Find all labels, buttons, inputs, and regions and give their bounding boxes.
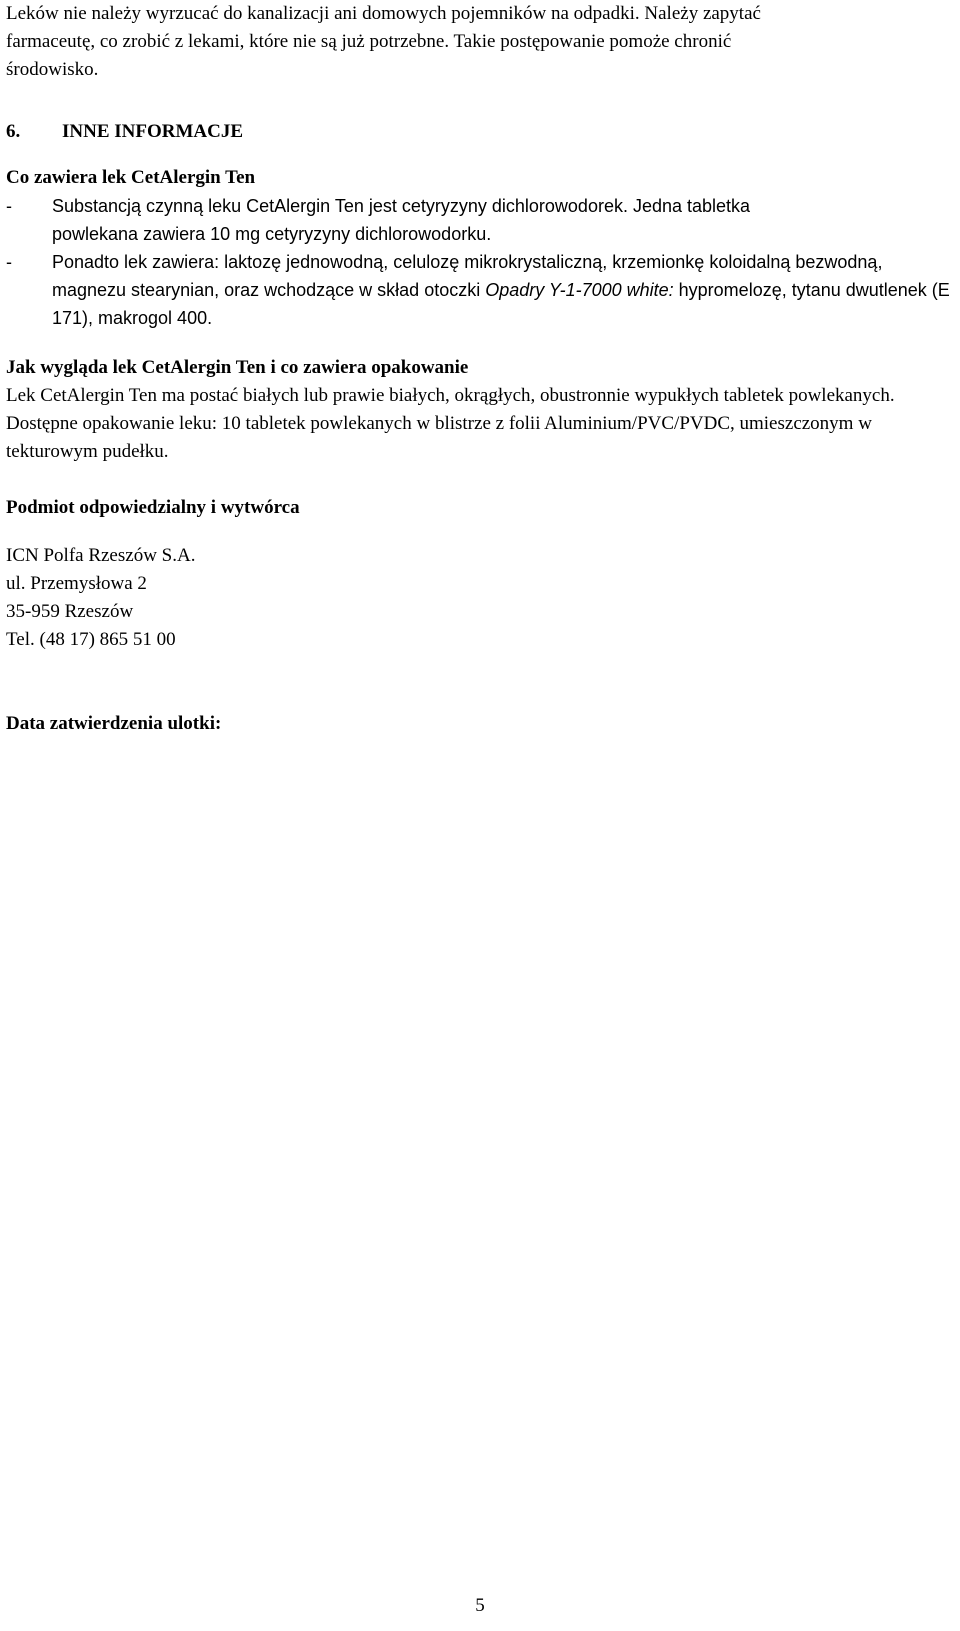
intro-line-1: Leków nie należy wyrzucać do kanalizacji ani domowych pojemników na odpadki. Należy zapytać <box>6 3 761 24</box>
manufacturer-city: 35-959 Rzeszów <box>6 601 134 622</box>
section-title: INNE INFORMACJE <box>62 121 244 142</box>
active-substance-line-1: Substancją czynną leku CetAlergin Ten jest cetyryzyny dichlorowodorek. Jedna tabletka <box>52 196 751 216</box>
appearance-description: Lek CetAlergin Ten ma postać białych lub prawie białych, okrągłych, obustronnie wypukłych tabletek powlekanych. <box>6 385 895 406</box>
pack-description: Dostępne opakowanie leku: 10 tabletek powlekanych w blistrze z folii Aluminium/PVC/PVDC, umieszczonym w tekturowym pudełku. <box>6 413 872 462</box>
coating-name: Opadry Y-1-7000 white: <box>485 280 674 300</box>
manufacturer-phone: Tel. (48 17) 865 51 00 <box>6 629 176 650</box>
manufacturer-name: ICN Polfa Rzeszów S.A. <box>6 545 196 566</box>
active-substance-item <box>6 192 956 248</box>
manufacturer-heading: Podmiot odpowiedzialny i wytwórca <box>6 497 300 518</box>
excipients-text <box>52 248 956 332</box>
manufacturer-street: ul. Przemysłowa 2 <box>6 573 147 594</box>
intro-line-3: środowisko. <box>6 59 99 80</box>
active-substance-text <box>52 192 956 248</box>
excipients-part-2: hypromelozę, tytanu dwutlenek (E 171), makrogol 400. <box>52 280 950 328</box>
active-substance-line-2: powlekana zawiera 10 mg cetyryzyny dichlorowodorku. <box>52 224 492 244</box>
section-6-heading <box>6 118 956 146</box>
contents-heading: Co zawiera lek CetAlergin Ten <box>6 167 256 188</box>
excipients-part-1: Ponadto lek zawiera: laktozę jednowodną, celulozę mikrokrystaliczną, krzemionkę koloidalną bezwodną, magnezu stearynian, oraz wchodzące w skład otoczki <box>52 252 883 300</box>
excipients-item <box>6 248 956 332</box>
section-number: 6. <box>6 121 21 142</box>
bullet-dash: - <box>6 252 12 272</box>
disposal-paragraph <box>6 0 956 84</box>
approval-date-label: Data zatwierdzenia ulotki: <box>6 713 222 734</box>
leaflet-page <box>6 0 956 738</box>
page-number: 5 <box>475 1595 485 1616</box>
intro-line-2: farmaceutę, co zrobić z lekami, które nie są już potrzebne. Takie postępowanie pomoże chronić <box>6 31 732 52</box>
manufacturer-address <box>6 542 956 654</box>
bullet-dash: - <box>6 196 12 216</box>
appearance-heading: Jak wygląda lek CetAlergin Ten i co zawiera opakowanie <box>6 357 469 378</box>
